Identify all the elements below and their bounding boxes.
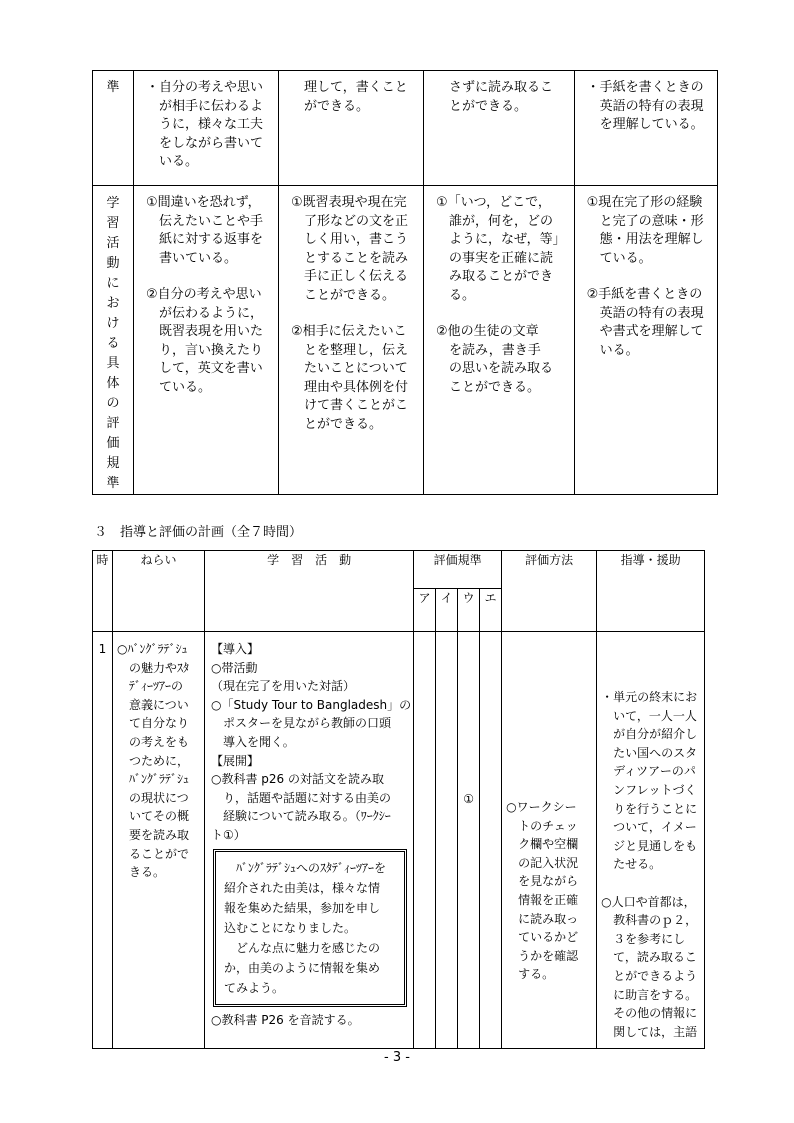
text-line: ○帯活動 — [211, 660, 258, 675]
cell-c-top — [424, 71, 575, 186]
text-line: をしながら書いて — [146, 135, 264, 151]
text-line: を見ながら — [506, 874, 579, 889]
vertical-char: 準 — [106, 476, 120, 491]
vertical-char: 規 — [106, 456, 120, 471]
text-line: の考えをも — [117, 734, 190, 749]
text-line: ①「いつ，どこで， — [436, 195, 551, 210]
text-line: ジと見通しをも — [601, 838, 698, 853]
criteria-row-top — [93, 71, 718, 186]
vertical-char: の — [106, 396, 120, 411]
lesson-plan-table — [92, 550, 705, 1049]
text-line: きる。 — [117, 865, 166, 880]
text-line: 理して，書くこと — [291, 80, 408, 95]
text-line: が伝わるように， — [146, 305, 264, 321]
vertical-char: 価 — [106, 436, 120, 451]
text-line: する。 — [506, 967, 555, 982]
lesson-activities — [205, 632, 414, 1049]
subheader-i: イ — [436, 589, 458, 632]
text-line: の現状につ — [117, 790, 189, 805]
text-line: ・自分の考えや思い — [146, 80, 264, 95]
vertical-char: 体 — [106, 376, 120, 391]
text-line: か，由美のように情報を集め — [224, 960, 381, 975]
lesson-row-1 — [93, 632, 705, 1049]
text-line: 既習表現を用いた — [146, 324, 264, 339]
text-line: さずに読み取るこ — [436, 80, 554, 95]
eval-u-mark: ① — [463, 792, 475, 806]
text-line: （現在完了を用いた対話） — [211, 679, 356, 694]
vertical-char: 具 — [106, 356, 120, 371]
text-line: に助言をする。 — [601, 987, 698, 1002]
criteria-row-specific — [93, 186, 718, 495]
text-line: ポスターを見ながら教師の口頭 — [211, 716, 392, 731]
vertical-char: 評 — [106, 416, 120, 431]
text-line: ついて，イメー — [601, 820, 697, 835]
subheader-a: ア — [414, 589, 436, 632]
lesson-method — [502, 632, 597, 1049]
text-line: と完了の意味・形 — [586, 213, 704, 229]
text-line: の魅力やｽﾀ — [117, 660, 190, 675]
lesson-header-row — [93, 551, 705, 589]
text-line: ができる。 — [291, 98, 370, 114]
cell-a-top — [134, 71, 279, 186]
text-line: ②相手に伝えたいこ — [291, 324, 407, 339]
lesson-nerai — [113, 632, 205, 1049]
text-line: ①間違いを恐れず， — [146, 195, 261, 210]
text-line: ○「Study Tour to Bangladesh」の — [211, 697, 412, 712]
text-line: 関しては，主語 — [601, 1024, 698, 1039]
text-line: たせる。 — [601, 857, 662, 872]
text-line: 経験について読み取る。（ﾜｰｸｼｰ — [211, 809, 391, 824]
vertical-char: る — [106, 336, 120, 351]
eval-i-cell — [436, 632, 458, 1049]
header-shido: 指導・援助 — [597, 551, 705, 632]
eval-a-cell — [414, 632, 436, 1049]
page-number: - 3 - — [384, 1050, 410, 1065]
text-line: 【導入】 — [211, 642, 260, 656]
eval-e-cell — [480, 632, 502, 1049]
text-line: ト①） — [211, 827, 246, 842]
header-ji: 時 — [93, 551, 113, 632]
text-line: 要を読み取 — [117, 827, 190, 842]
text-line: 伝えたいことや手 — [146, 213, 264, 229]
vertical-char: に — [106, 276, 120, 291]
text-line: ﾊﾞﾝｸﾞﾗﾃﾞｼｭへのｽﾀﾃﾞｨｰﾂｱｰを — [224, 860, 387, 875]
text-line: 【展開】 — [211, 753, 260, 768]
text-line: に読み取っ — [506, 911, 579, 926]
text-line: いてその概 — [117, 809, 190, 824]
text-line: ように，なぜ，等」 — [436, 232, 566, 247]
text-line: けて書くことがこ — [291, 398, 409, 413]
text-line: ることがで — [117, 846, 190, 861]
text-line: トのチェッ — [506, 818, 578, 833]
text-line: どんな点に魅力を感じたの — [224, 940, 381, 955]
cell-d-specific — [574, 186, 717, 495]
text-line: の事実を正確に読 — [436, 250, 554, 266]
text-line: 紹介された由美は，様々な情 — [224, 880, 381, 895]
text-line: 報を集めた結果，参加を申し — [224, 900, 381, 915]
text-line: や書式を理解して — [586, 324, 704, 339]
vertical-header — [93, 186, 133, 494]
text-line: ている。 — [146, 379, 212, 395]
text-line: ３を参考にし — [601, 931, 686, 946]
text-line: とができる。 — [436, 98, 528, 114]
text-line: が自分が紹介し — [601, 727, 698, 742]
text-line: とができるよう — [601, 968, 698, 983]
header-hyoka-hoho: 評価方法 — [502, 551, 597, 632]
text-line: ﾊﾞﾝｸﾞﾗﾃﾞｼｭ — [117, 772, 190, 787]
row-header-specific — [93, 186, 134, 495]
text-line: 英語の特有の表現 — [586, 305, 704, 321]
vertical-char: 活 — [106, 236, 120, 251]
cell-a-specific — [134, 186, 279, 495]
text-line: り，話題や話題に対する由美の — [211, 790, 392, 805]
eval-u-cell — [458, 632, 480, 1049]
text-line: とができる。 — [291, 416, 383, 432]
text-line: ﾃﾞｨｰﾂｱｰの — [117, 679, 184, 694]
evaluation-criteria-table — [92, 70, 718, 495]
text-line — [601, 874, 702, 893]
text-line: を読み，書き手 — [436, 342, 541, 358]
text-line: ②手紙を書くときの — [586, 287, 703, 302]
text-line: ①現在完了形の経験 — [586, 195, 703, 210]
vertical-char: 習 — [106, 216, 120, 231]
text-line: る。 — [436, 287, 476, 303]
text-line: とすることを読み — [291, 250, 409, 266]
vertical-char: お — [106, 296, 120, 311]
vertical-char: 動 — [106, 256, 120, 271]
text-line: ○教科書 p26 の対話文を読み取 — [211, 772, 384, 787]
text-line: の記入状況 — [506, 855, 579, 870]
text-line: ことができる。 — [291, 287, 396, 303]
text-line: ・手紙を書くときの — [586, 80, 704, 95]
lesson-support — [597, 632, 705, 1049]
text-line: ことができる。 — [436, 379, 541, 395]
text-line: ている。 — [586, 250, 652, 266]
text-line: りを行うことに — [601, 801, 698, 816]
text-line: うかを確認 — [506, 948, 579, 963]
text-line: その他の情報に — [601, 1006, 698, 1021]
text-line: 込むことになりました。 — [224, 920, 357, 935]
task-box — [213, 849, 407, 1007]
text-line: ているかど — [506, 930, 579, 945]
text-line: 誰が，何を，どの — [436, 213, 554, 229]
text-line: ①既習表現や現在完 — [291, 195, 407, 210]
text-line: 意義につい — [117, 697, 189, 712]
last-activity: ○教科書 P26 を音読する。 — [211, 1012, 360, 1027]
header-hyoka-kijun: 評価規準 — [414, 551, 502, 589]
text-line: つために， — [117, 753, 190, 768]
text-line: ○人口や首都は， — [601, 894, 696, 909]
cell-d-top — [574, 71, 717, 186]
text-line: ンフレットづく — [601, 782, 697, 797]
text-line: て自分なり — [117, 716, 190, 731]
text-line: たいことについて — [291, 361, 408, 376]
text-line: が相手に伝わるよ — [146, 98, 264, 114]
text-line: いる。 — [586, 342, 639, 358]
text-line: いて，一人一人 — [601, 708, 697, 723]
text-line: 情報を正確 — [506, 892, 579, 907]
vertical-char: け — [106, 316, 120, 331]
text-line: うに，様々な工夫 — [146, 117, 264, 132]
text-line: 導入を聞く。 — [211, 734, 295, 749]
vertical-char: 学 — [106, 196, 120, 211]
header-nerai: ねらい — [113, 551, 205, 632]
text-line: ○ﾊﾞﾝｸﾞﾗﾃﾞｼｭ — [117, 642, 188, 656]
text-line: して，英文を書い — [146, 361, 263, 376]
text-line: ②自分の考えや思い — [146, 287, 262, 302]
text-line: ・単元の終末にお — [601, 690, 698, 704]
text-line: 書いている。 — [146, 250, 238, 266]
section-3-title: ３ 指導と評価の計画（全７時間） — [94, 525, 303, 540]
row-header-top: 準 — [93, 71, 134, 186]
text-line: ②他の生徒の文章 — [436, 324, 539, 339]
text-line: 態・用法を理解し — [586, 232, 704, 247]
cell-b-specific — [279, 186, 424, 495]
text-line: とを整理し，伝え — [291, 342, 409, 358]
cell-c-specific — [424, 186, 575, 495]
text-line: 了形などの文を正 — [291, 213, 409, 229]
text-line: み取ることができ — [436, 269, 554, 284]
text-line: しく用い，書こう — [291, 232, 409, 247]
text-line: ○ワークシー — [506, 800, 577, 814]
lesson-hour: 1 — [93, 632, 113, 1049]
cell-b-top — [279, 71, 424, 186]
text-line: 理由や具体例を付 — [291, 379, 409, 395]
text-line: り，言い換えたり — [146, 342, 264, 358]
text-line: たい国へのスタ — [601, 745, 698, 760]
text-line: 英語の特有の表現 — [586, 98, 704, 114]
text-line: てみよう。 — [224, 980, 285, 995]
header-gakushu: 学 習 活 動 — [205, 551, 414, 632]
text-line: 教科書のｐ２， — [601, 913, 698, 928]
subheader-u: ウ — [458, 589, 480, 632]
text-line: 紙に対する返事を — [146, 232, 264, 247]
text-line: ク欄や空欄 — [506, 837, 579, 852]
text-line: 手に正しく伝える — [291, 269, 409, 284]
text-line: いる。 — [146, 154, 199, 169]
text-line: の思いを読み取る — [436, 361, 554, 376]
subheader-e: エ — [480, 589, 502, 632]
text-line: て，読み取るこ — [601, 950, 697, 965]
text-line: を理解している。 — [586, 117, 704, 132]
text-line: ディツアーのパ — [601, 764, 696, 779]
